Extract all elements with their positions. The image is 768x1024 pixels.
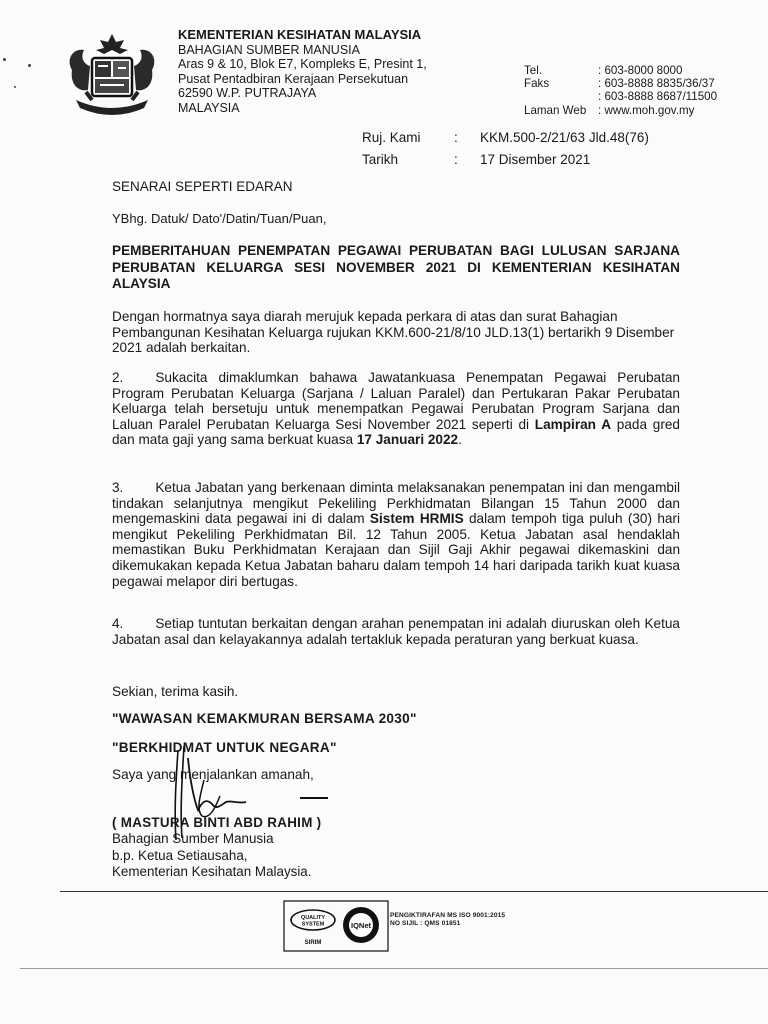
address-line: Aras 9 & 10, Blok E7, Kompleks E, Presint 1, bbox=[178, 57, 427, 72]
paragraph-1 bbox=[112, 309, 680, 356]
contact-label: Laman Web bbox=[524, 103, 587, 117]
signatory-line: Bahagian Sumber Manusia bbox=[112, 831, 274, 847]
contact-label: Faks bbox=[524, 77, 550, 91]
system-name: Sistem HRMIS bbox=[369, 511, 464, 527]
amanah-line: Saya yang menjalankan amanah, bbox=[112, 767, 314, 782]
tarikh-label: Tarikh bbox=[362, 152, 399, 167]
signatory-line: Kementerian Kesihatan Malaysia. bbox=[112, 864, 312, 880]
scan-edge-line bbox=[20, 968, 768, 969]
paragraph-2 bbox=[112, 370, 680, 448]
contact-label: Tel. bbox=[524, 64, 543, 77]
quality-logo-text: QUALITY bbox=[300, 915, 326, 921]
address-line: 62590 W.P. PUTRAJAYA bbox=[178, 86, 317, 101]
address-line: Pusat Pentadbiran Kerajaan Persekutuan bbox=[178, 71, 409, 86]
addressee: SENARAI SEPERTI EDARAN bbox=[112, 179, 293, 194]
contact-value: : 603-8888 8835/36/37 bbox=[598, 77, 715, 91]
address-line: MALAYSIA bbox=[178, 100, 240, 115]
paragraph-text: 3. Ketua Jabatan yang berkenaan diminta melaksanakan penempatan ini dan mengambil tindakan selanjutnya mengikut Pekeliling Perkhidmatan Bilangan 15 Tahun 2000 dan mengemaskini data pegawai ini di dalam Sistem HRMIS dalam tempoh tiga puluh (30) hari mengikut Pekeliling Perkhidmatan Bil. 12 Tahun 2005. Ketua Jabatan asal hendaklah memastikan Buku Perkhidmatan Kerajaan dan Sijil Gaji Akhir pegawai dikemaskini dan dikemukakan kepada Ketua Jabatan baharu dalam tempoh 14 hari daripada tarikh kuat kuasa pegawai melapor diri bertugas. bbox=[112, 480, 681, 589]
signatory-name: ( MASTURA BINTI ABD RAHIM ) bbox=[112, 815, 322, 830]
contact-row-fax bbox=[524, 77, 717, 90]
certification-text bbox=[390, 912, 505, 928]
letterhead bbox=[178, 28, 427, 116]
scan-speck bbox=[3, 58, 6, 61]
paragraph-number: 3. bbox=[112, 480, 124, 495]
contact-row-web bbox=[524, 104, 717, 117]
scan-speck bbox=[28, 64, 31, 67]
paragraph-number: 4. bbox=[112, 616, 124, 631]
motto-wawasan: "WAWASAN KEMAKMURAN BERSAMA 2030" bbox=[112, 711, 417, 726]
colon: : bbox=[454, 152, 458, 167]
ruj-label: Ruj. Kami bbox=[362, 130, 421, 145]
iqnet-logo-text: IQNet bbox=[350, 921, 372, 930]
paragraph-number: 2. bbox=[112, 370, 124, 385]
paragraph-3 bbox=[112, 480, 680, 589]
closing: Sekian, terima kasih. bbox=[112, 684, 239, 699]
contact-value: : 603-8888 8687/11500 bbox=[598, 90, 718, 104]
date-row bbox=[362, 149, 649, 171]
paragraph-text: 2. Sukacita dimaklumkan bahawa Jawatankuasa Penempatan Pegawai Perubatan Program Perubatan Keluarga (Sarjana / Laluan Paralel) dan Pertukaran Pakar Perubatan Keluarga telah bersetuju untuk menempatkan Pegawai Perubatan Program Sarjana dan Laluan Paralel Perubatan Keluarga Sesi November 2021 seperti di Lampiran A pada gred dan mata gaji yang sama berkuat kuasa 17 Januari 2022. bbox=[112, 370, 680, 448]
contact-row-fax-2 bbox=[524, 90, 717, 103]
effective-date: 17 Januari 2022 bbox=[356, 432, 459, 448]
colon: : bbox=[454, 130, 458, 145]
contact-label bbox=[524, 90, 598, 103]
tarikh-value: 17 Disember 2021 bbox=[480, 152, 591, 167]
contact-block bbox=[524, 64, 717, 117]
signatory-block bbox=[112, 815, 321, 881]
scan-speck bbox=[14, 86, 16, 88]
ruj-value: KKM.500-2/21/63 Jld.48(76) bbox=[480, 130, 649, 145]
salutation: YBhg. Datuk/ Dato'/Datin/Tuan/Puan, bbox=[112, 211, 327, 226]
paragraph-4 bbox=[112, 616, 680, 647]
reference-row bbox=[362, 127, 649, 149]
footer-divider bbox=[60, 891, 768, 892]
reference-block bbox=[362, 127, 649, 171]
motto-berkhidmat: "BERKHIDMAT UNTUK NEGARA" bbox=[112, 740, 337, 755]
coat-of-arms-logo bbox=[62, 30, 162, 122]
iso-certification: PENGIKTIRAFAN MS ISO 9001:2015 bbox=[390, 912, 506, 919]
contact-value: : www.moh.gov.my bbox=[598, 103, 695, 117]
signatory-line: b.p. Ketua Setiausaha, bbox=[112, 847, 248, 863]
quality-logo-text: SYSTEM bbox=[301, 921, 325, 928]
division-name: BAHAGIAN SUMBER MANUSIA bbox=[178, 42, 360, 57]
ministry-name: KEMENTERIAN KESIHATAN MALAYSIA bbox=[178, 27, 422, 42]
contact-row-tel bbox=[524, 64, 717, 77]
subject-heading: PEMBERITAHUAN PENEMPATAN PEGAWAI PERUBATAN BAGI LULUSAN SARJANA PERUBATAN KELUARGA SESI NOVEMBER 2021 DI KEMENTERIAN KESIHATAN ALAYSIA bbox=[112, 243, 680, 292]
paragraph-text: Dengan hormatnya saya diarah merujuk kepada perkara di atas dan surat Bahagian Pembangunan Kesihatan Keluarga rujukan KKM.600-21/8/10 JLD.13(1) bertarikh 9 Disember 2021 adalah berkaitan. bbox=[112, 309, 675, 356]
lampiran-ref: Lampiran A bbox=[534, 416, 612, 432]
contact-value: : 603-8000 8000 bbox=[598, 64, 683, 77]
sirim-logo-text: SIRIM bbox=[304, 940, 322, 946]
paragraph-text: 4. Setiap tuntutan berkaitan dengan arahan penempatan ini adalah diuruskan oleh Ketua Jabatan asal dan kelayakannya adalah tertakluk kepada peraturan yang berkuat kuasa. bbox=[112, 616, 680, 647]
certificate-number: NO SIJIL : QMS 01851 bbox=[390, 920, 461, 927]
